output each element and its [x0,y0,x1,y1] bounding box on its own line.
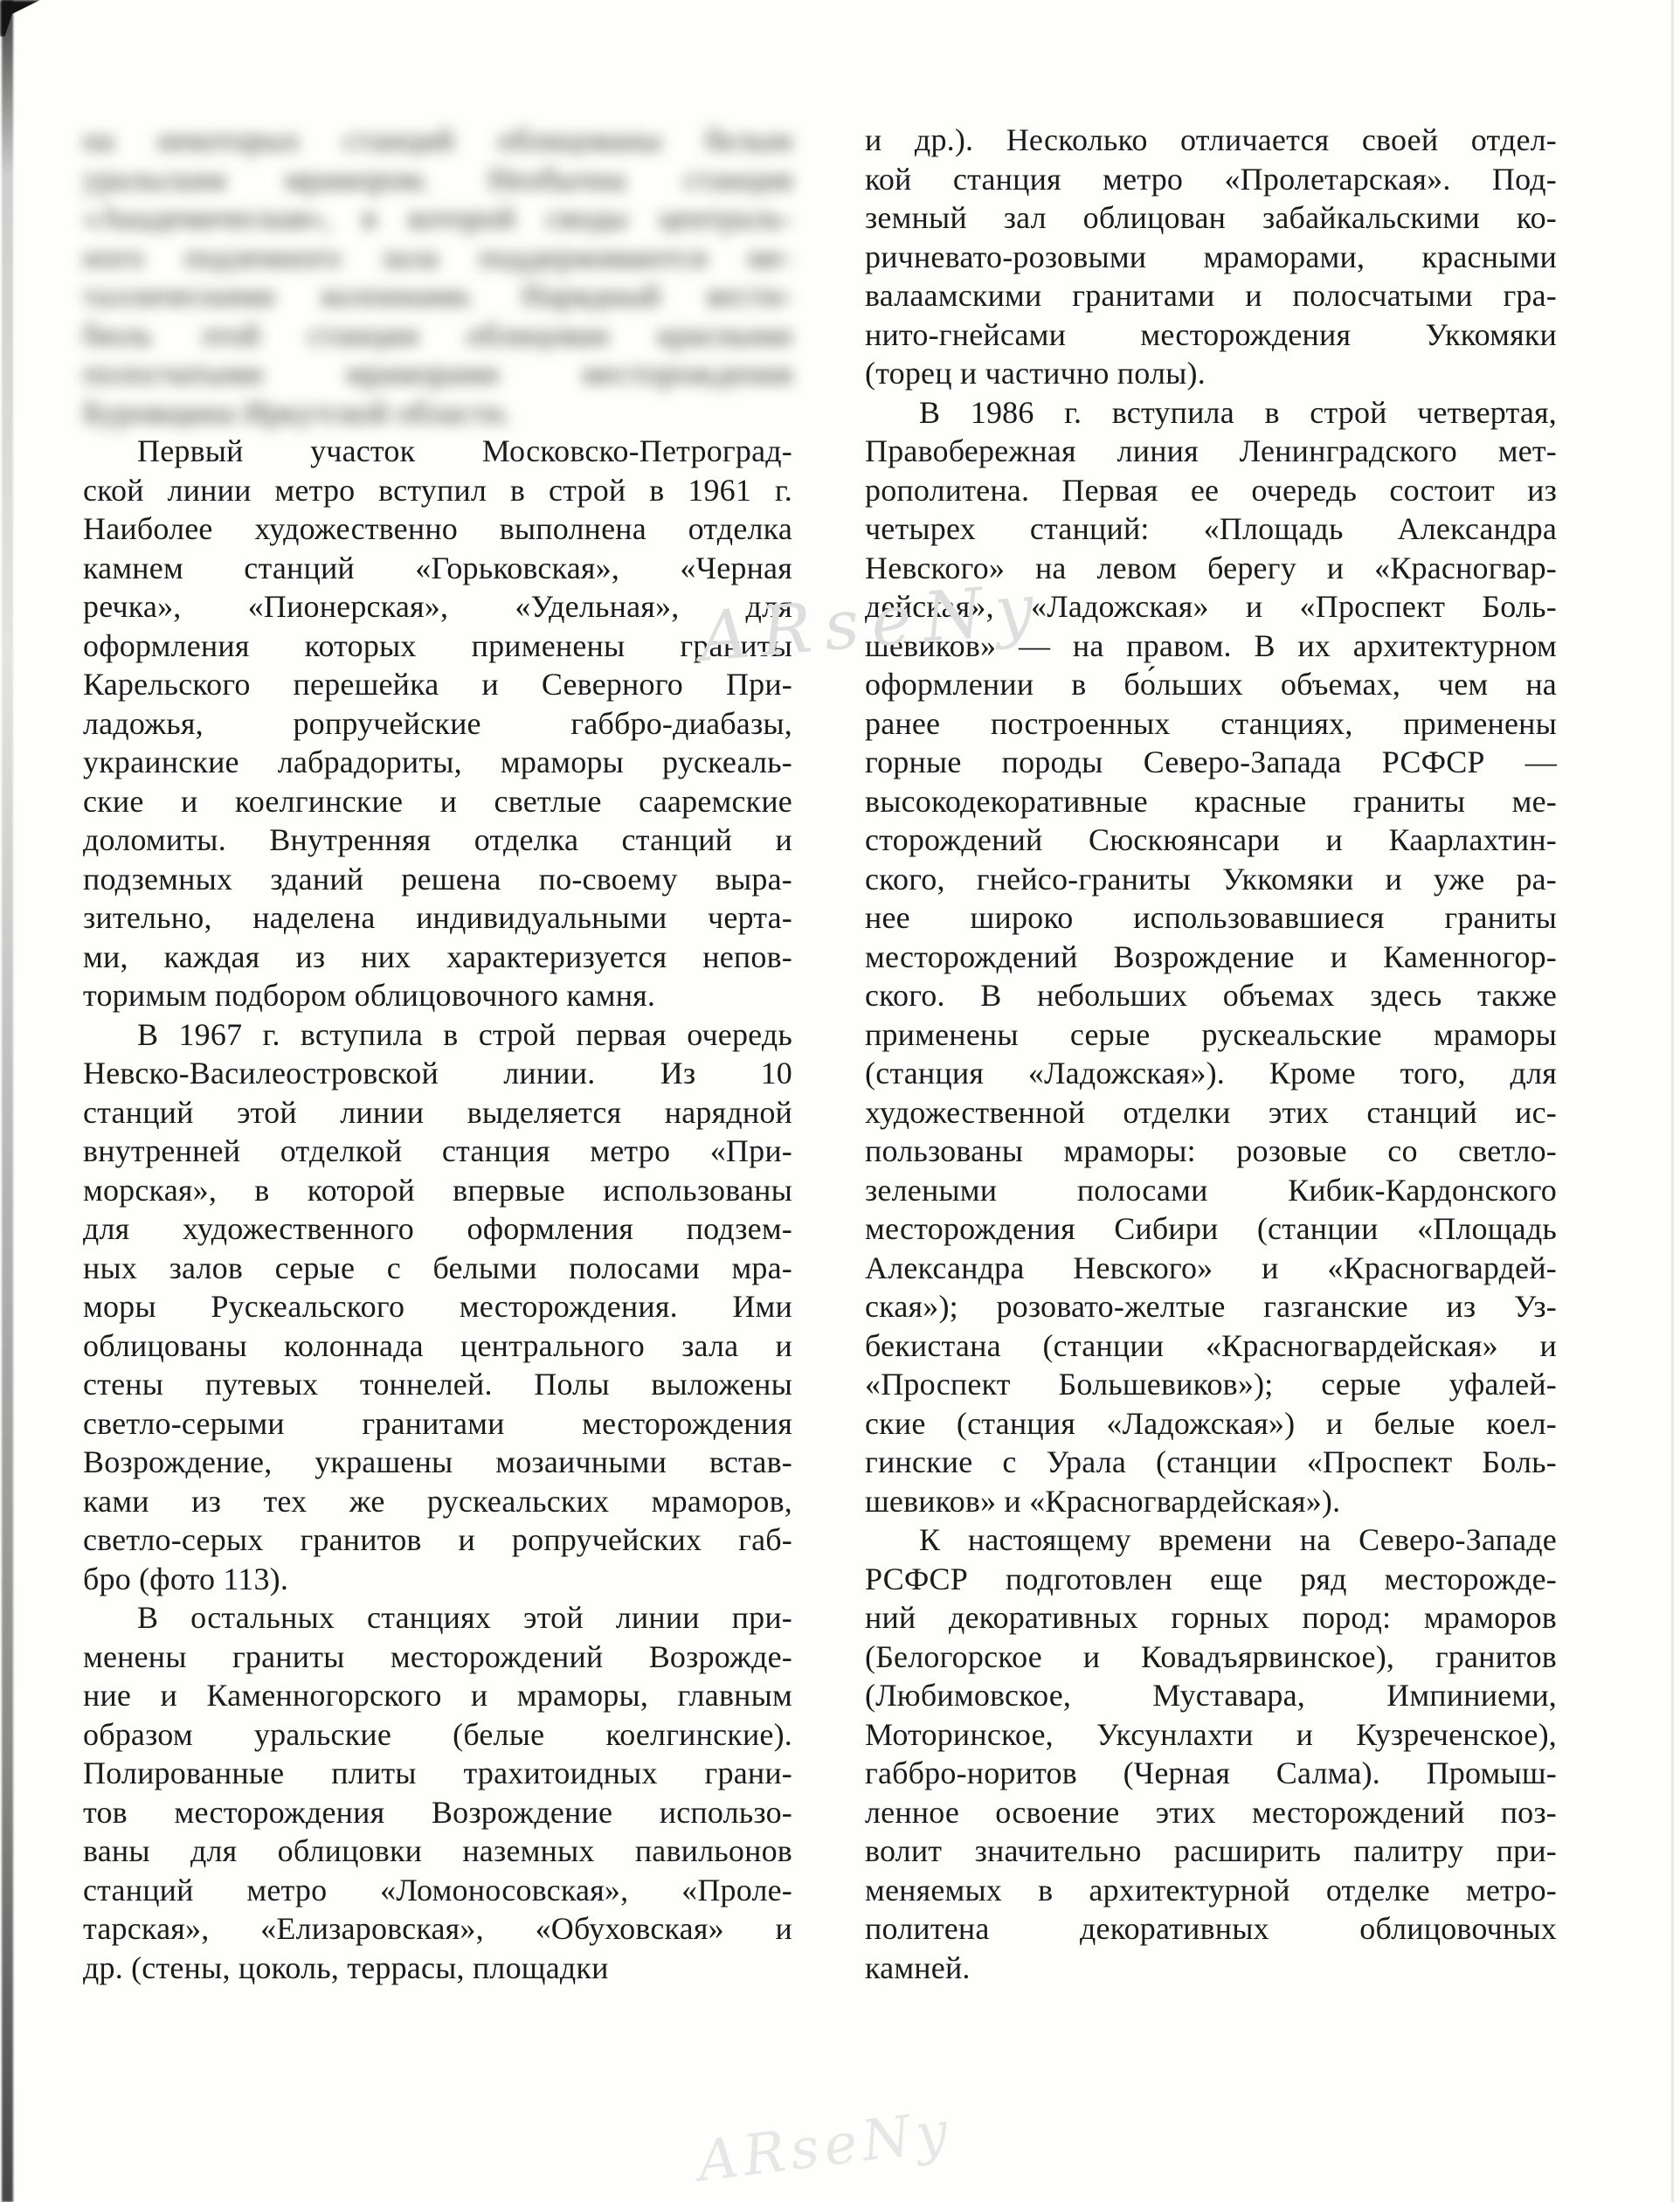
text-line: и др.). Несколько отличается своей отдел- [865,122,1557,157]
text-line: Невского» на левом берегу и «Красногвар- [865,550,1557,585]
text-line: «Академическая», в которой своды централь- [83,200,792,235]
text-line: др. (стены, цоколь, террасы, площадки [83,1949,609,1985]
text-line: ного подземного зала поддерживаются ме- [83,239,792,274]
text-line: (Любимовское, Муставара, Импиниеми, [865,1678,1557,1713]
text-line: светло-серых гранитов и ропручейских габ- [83,1522,792,1557]
text-line: бекистана (станции «Красногвардейская» и [865,1327,1557,1363]
text-line: высокодекоративные красные граниты ме- [865,783,1557,819]
text-line: гинские с Урала (станции «Проспект Боль- [865,1444,1557,1479]
text-line: украинские лабрадориты, мраморы рускеаль- [83,744,792,779]
text-line: ных залов серые с белыми полосами мра- [83,1250,792,1285]
text-line: светло-серыми гранитами месторождения [83,1405,792,1441]
text-line: РСФСР подготовлен еще ряд месторожде- [865,1561,1557,1596]
text-line: ской линии метро вступил в строй в 1961 г. [83,472,792,508]
text-line: бюль этой станции облицован красными [83,316,792,352]
text-line: пользованы мраморы: розовые со светло- [865,1133,1557,1168]
scan-corner-mark [0,0,40,37]
text-line: нее широко использовавшиеся граниты [865,900,1557,935]
text-line: Моторинское, Уксунлахти и Кузреченское), [865,1716,1557,1752]
text-line: на некоторых станций облицованы белым [83,122,792,157]
text-line: зительно, наделена индивидуальными черта- [83,900,792,935]
text-line: ленное освоение этих месторождений поз- [865,1794,1557,1830]
text-line: Наиболее художественно выполнена отделка [83,511,792,546]
text-line: ские (станция «Ладожская») и белые коел- [865,1405,1557,1441]
text-line: применены серые рускеальские мраморы [865,1016,1557,1052]
text-line: ская»); розовато-желтые газганские из Уз- [865,1289,1557,1324]
text-line: шевиков» — на правом. В их архитектурном [865,627,1557,663]
text-line: ний декоративных горных пород: мраморов [865,1600,1557,1635]
text-line: месторождения Сибири (станции «Площадь [865,1211,1557,1246]
text-line: Карельского перешейка и Северного При- [83,667,792,702]
text-line: таллическими колоннами. Нарядный вести- [83,278,792,313]
text-line: Возрождение, украшены мозаичными встав- [83,1444,792,1479]
text-line: горные породы Северо-Запада РСФСР — [865,744,1557,779]
text-line: морская», в которой впервые использованы [83,1172,792,1208]
text-line: (станция «Ладожская»). Кроме того, для [865,1056,1557,1091]
text-line: ские и коелгинские и светлые сааремские [83,783,792,819]
text-line: меняемых в архитектурной отделке метро- [865,1872,1557,1908]
text-line: доломиты. Внутренняя отделка станций и [83,822,792,857]
text-line: камней. [865,1949,971,1985]
text-line: К настоящему времени на Северо-Западе [919,1522,1557,1557]
text-line: облицованы колоннада центрального зала и [83,1327,792,1363]
text-line: полосчатыми мраморами месторождения [83,356,792,391]
text-line: сторождений Сюскюянсари и Каарлахтин- [865,822,1557,857]
handwritten-watermark-mid: ARseNy [695,568,1049,678]
text-line: станций метро «Ломоносовская», «Проле- [83,1872,792,1908]
text-line: ранее построенных станциях, применены [865,705,1557,741]
text-line: В 1986 г. вступила в строй четвертая, [919,394,1557,430]
text-line: валаамскими гранитами и полосчатыми гра- [865,278,1557,313]
text-line: В 1967 г. вступила в строй первая очередь [137,1016,792,1052]
text-line: ского. В небольших объемах здесь также [865,978,1557,1013]
text-line: уральским мрамором. Необычна станция [83,161,792,197]
text-line: ние и Каменногорского и мраморы, главным [83,1678,792,1713]
text-line: ми, каждая из них характеризуется непов- [83,938,792,974]
text-line: ками из тех же рускеальских мраморов, [83,1483,792,1519]
text-line: Полированные плиты трахитоидных грани- [83,1755,792,1790]
text-line: оформлении в бо́льших объемах, чем на [865,667,1557,702]
text-line: торимым подбором облицовочного камня. [83,978,656,1013]
text-line: Александра Невского» и «Красногвардей- [865,1250,1557,1285]
handwritten-watermark-bottom: ARseNy [694,2099,957,2195]
text-line: Невско-Василеостровской линии. Из 10 [83,1056,792,1091]
text-line: (Белогорское и Ковадъярвинское), гранитов [865,1638,1557,1674]
text-line: для художественного оформления подзем- [83,1211,792,1246]
right-column [865,121,1557,1987]
text-line: (торец и частично полы). [865,356,1206,391]
text-line: ваны для облицовки наземных павильонов [83,1833,792,1868]
text-line: моры Рускеальского месторождения. Ими [83,1289,792,1324]
text-line: ладожья, ропручейские габбро-диабазы, [83,705,792,741]
text-line: В остальных станциях этой линии при- [137,1600,792,1635]
text-line: шевиков» и «Красногвардейская»). [865,1483,1341,1519]
text-line: ского, гнейсо-граниты Уккомяки и уже ра- [865,861,1557,897]
text-line: «Проспект Большевиков»); серые уфалей- [865,1367,1557,1402]
text-line: дейская», «Ладожская» и «Проспект Боль- [865,589,1557,624]
text-line: габбро-норитов (Черная Салма). Промыш- [865,1755,1557,1790]
text-line: художественной отделки этих станций ис- [865,1094,1557,1130]
text-line: образом уральские (белые коелгинские). [83,1716,792,1752]
text-line: месторождений Возрождение и Каменногор- [865,938,1557,974]
text-line: земный зал облицован забайкальскими ко- [865,200,1557,235]
text-line: бро (фото 113). [83,1561,289,1596]
left-column-text [83,432,792,1987]
text-line: тов месторождения Возрождение использо- [83,1794,792,1830]
text-line: четырех станций: «Площадь Александра [865,511,1557,546]
text-line: менены граниты месторождений Возрожде- [83,1638,792,1674]
text-line: Правобережная линия Ленинградского мет- [865,433,1557,468]
text-line: кой станция метро «Пролетарская». Под- [865,161,1557,197]
text-line: рополитена. Первая ее очередь состоит из [865,472,1557,508]
text-line: речка», «Пионерская», «Удельная», для [83,589,792,624]
left-column [83,121,792,1987]
text-line: внутренней отделкой станция метро «При- [83,1133,792,1168]
text-line: политена декоративных облицовочных [865,1911,1557,1946]
text-line: камнем станций «Горьковская», «Черная [83,550,792,585]
text-line: станций этой линии выделяется нарядной [83,1094,792,1130]
text-line: ричневато-розовыми мраморами, красными [865,239,1557,274]
text-line: подземных зданий решена по-своему выра- [83,861,792,897]
text-line: зелеными полосами Кибик-Кардонского [865,1172,1557,1208]
text-line: Буровщина Иркутской области. [83,394,512,430]
scan-binding-shadow [2,0,13,2202]
text-line: оформления которых применены граниты [83,627,792,663]
text-line: волит значительно расширить палитру при- [865,1833,1557,1868]
text-line: нито-гнейсами месторождения Уккомяки [865,316,1557,352]
text-line: Первый участок Московско-Петроград- [137,433,792,468]
scan-right-edge-line [1671,0,1674,2202]
blurred-paragraph [83,121,792,432]
text-line: стены путевых тоннелей. Полы выложены [83,1367,792,1402]
text-line: тарская», «Елизаровская», «Обуховская» и [83,1911,792,1946]
